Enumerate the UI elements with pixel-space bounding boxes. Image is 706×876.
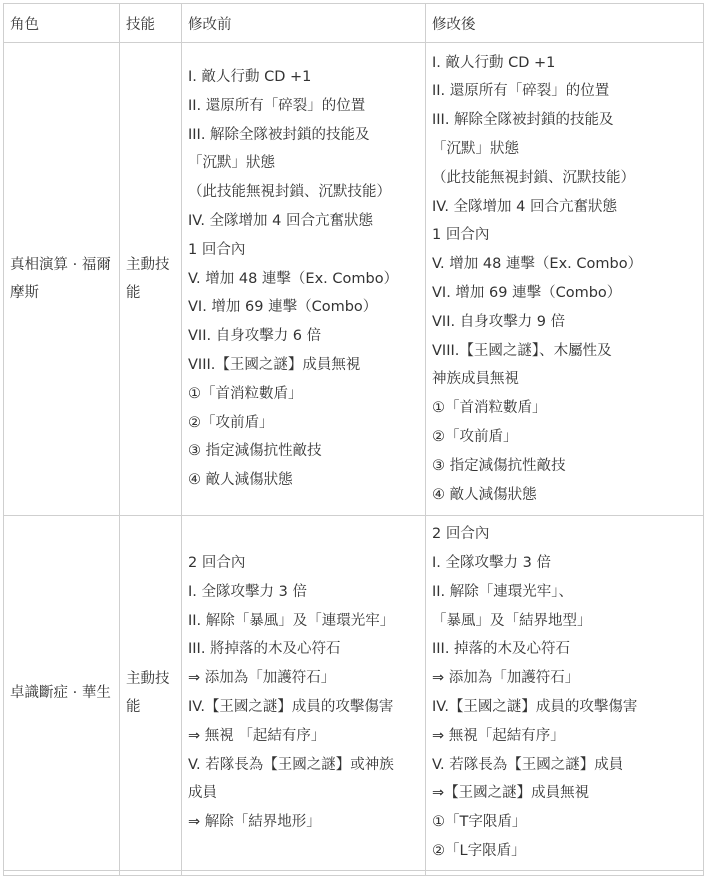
table-row xyxy=(4,43,704,516)
skill-line: 神族成員無視 xyxy=(432,371,519,388)
skill-line: （此技能無視封鎖、沉默技能） xyxy=(188,184,391,201)
skill-line: ④ 敵人減傷狀態 xyxy=(432,486,537,503)
skill-line: 1 回合內 xyxy=(188,241,246,258)
skill-line: ③ 指定減傷抗性敵技 xyxy=(188,443,322,460)
skill-line: II. 解除「連環光牢」、 xyxy=(432,583,574,600)
skill-before xyxy=(182,43,426,516)
character-name: 真相演算 · 福爾摩斯 xyxy=(4,43,120,516)
skill-type: 主動技能 xyxy=(120,43,182,516)
skill-line: ⇒ 無視 「起結有序」 xyxy=(188,727,326,744)
skill-line: I. 敵人行動 CD +1 xyxy=(432,54,556,71)
skill-line: ⇒ 解除「結界地形」 xyxy=(188,814,321,831)
skill-line: ⇒ 添加為「加護符石」 xyxy=(432,670,580,687)
character-name: 卓識斷症 · 華生 xyxy=(4,516,120,871)
skill-line: VIII.【王國之謎】成員無視 xyxy=(188,356,361,373)
skill-line: II. 還原所有「碎裂」的位置 xyxy=(432,83,610,100)
skill-line: ⇒【王國之謎】成員無視 xyxy=(432,785,590,802)
skill-line: I. 敵人行動 CD +1 xyxy=(188,69,312,86)
skill-line: VI. 增加 69 連擊（Combo） xyxy=(432,285,622,301)
skill-line: II. 還原所有「碎裂」的位置 xyxy=(188,97,366,114)
skill-line: ④ 敵人減傷狀態 xyxy=(188,472,293,489)
header-after: 修改後 xyxy=(426,4,704,43)
skill-after xyxy=(426,43,704,516)
header-character: 角色 xyxy=(4,4,120,43)
skill-line: IV.【王國之謎】成員的攻擊傷害 xyxy=(432,699,638,715)
skill-line: I. 全隊攻擊力 3 倍 xyxy=(432,555,551,572)
skill-line: ①「首消粒數盾」 xyxy=(432,400,547,417)
skill-line: V. 增加 48 連擊（Ex. Combo） xyxy=(188,270,399,287)
skill-line: II. 解除「暴風」及「連環光牢」 xyxy=(188,612,395,629)
skill-line: I. 全隊攻擊力 3 倍 xyxy=(188,583,307,600)
skill-line: 「暴風」及「結界地型」 xyxy=(432,612,592,629)
skill-change-table xyxy=(3,3,704,876)
skill-line: III. 解除全隊被封鎖的技能及 xyxy=(188,126,370,143)
skill-after xyxy=(426,516,704,871)
skill-line: ②「L字限盾」 xyxy=(432,842,526,859)
skill-line: VI. 增加 69 連擊（Combo） xyxy=(188,299,378,316)
header-skill: 技能 xyxy=(120,4,182,43)
skill-line: ②「攻前盾」 xyxy=(188,414,274,431)
skill-line: 「沉默」狀態 xyxy=(432,141,519,158)
skill-line: III. 將掉落的木及心符石 xyxy=(188,641,341,658)
skill-line: 2 回合內 xyxy=(188,555,246,572)
skill-before xyxy=(182,516,426,871)
skill-line: ⇒ 添加為「加護符石」 xyxy=(188,670,336,687)
header-before: 修改前 xyxy=(182,4,426,43)
skill-line: IV. 全隊增加 4 回合亢奮狀態 xyxy=(432,198,617,215)
skill-line: IV.【王國之謎】成員的攻擊傷害 xyxy=(188,699,394,715)
skill-line: ②「攻前盾」 xyxy=(432,428,518,445)
header-row xyxy=(4,4,704,43)
skill-line: ①「T字限盾」 xyxy=(432,814,527,831)
skill-line: 2 回合內 xyxy=(432,526,490,543)
skill-line: V. 若隊長為【王國之謎】或神族 xyxy=(188,756,394,773)
skill-line: VII. 自身攻擊力 6 倍 xyxy=(188,328,322,345)
skill-line: VIII.【王國之謎】、木屬性及 xyxy=(432,342,612,359)
skill-line: VII. 自身攻擊力 9 倍 xyxy=(432,313,566,330)
skill-line: III. 解除全隊被封鎖的技能及 xyxy=(432,112,614,129)
skill-line: ③ 指定減傷抗性敵技 xyxy=(432,457,566,474)
skill-line: ①「首消粒數盾」 xyxy=(188,385,303,402)
skill-line: IV. 全隊增加 4 回合亢奮狀態 xyxy=(188,213,373,229)
skill-line: V. 若隊長為【王國之謎】成員 xyxy=(432,756,624,773)
table-row xyxy=(4,516,704,871)
skill-line: V. 增加 48 連擊（Ex. Combo） xyxy=(432,256,643,273)
skill-line: 「沉默」狀態 xyxy=(188,155,275,172)
skill-line: 成員 xyxy=(188,785,217,802)
skill-line: 1 回合內 xyxy=(432,227,490,244)
skill-line: ⇒ 無視「起結有序」 xyxy=(432,727,565,744)
skill-line: （此技能無視封鎖、沉默技能） xyxy=(432,169,635,186)
skill-type: 主動技能 xyxy=(120,516,182,871)
skill-line: III. 掉落的木及心符石 xyxy=(432,641,571,658)
